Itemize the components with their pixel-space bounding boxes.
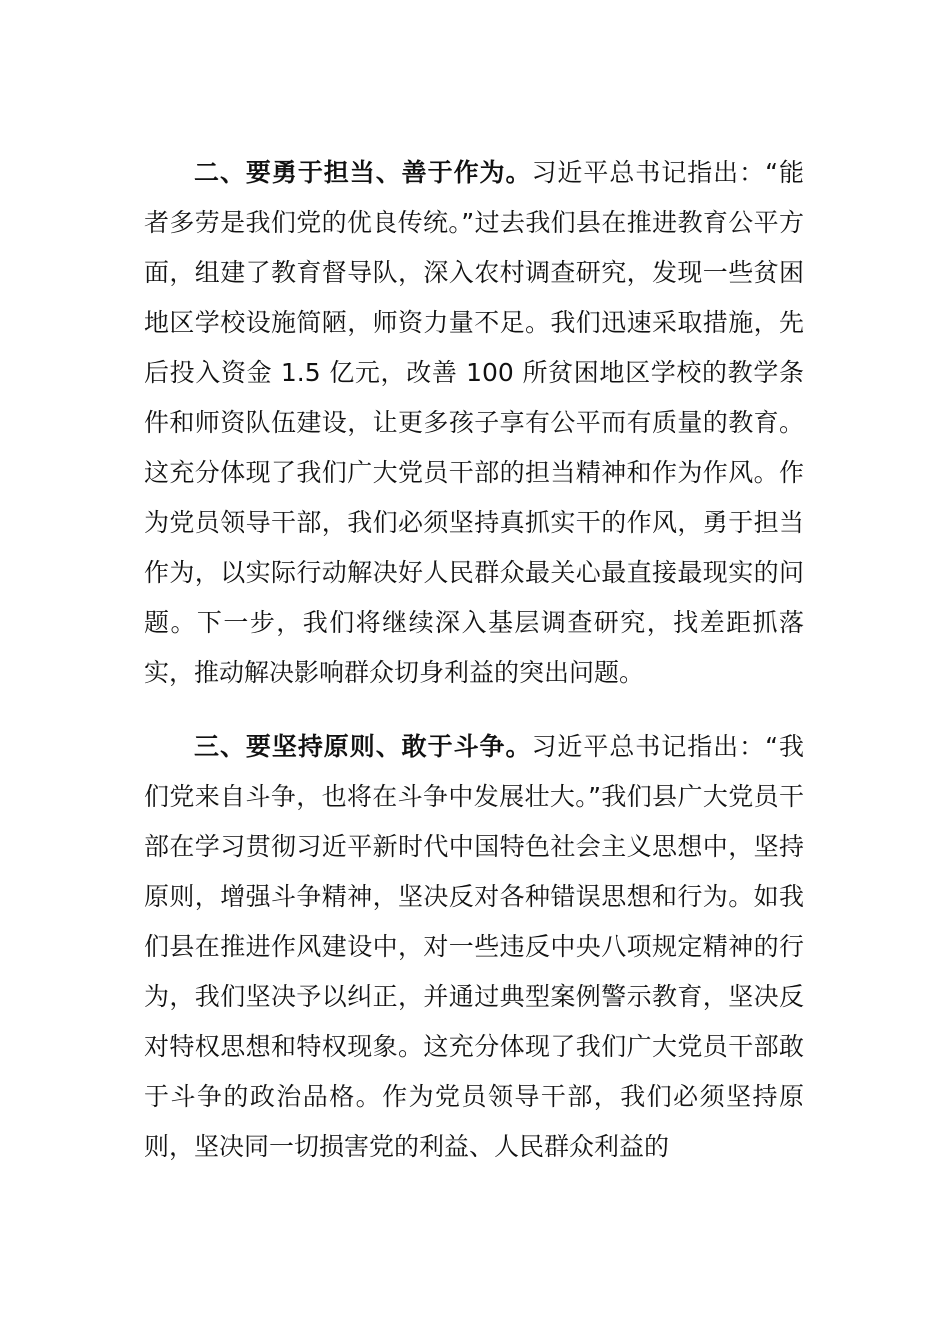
section-two-body: 习近平总书记指出：“能者多劳是我们党的优良传统。”过去我们县在推进教育公平方面，组建了教育督导队，深入农村调查研究，发现一些贫困地区学校设施简陋，师资力量不足。我们迅速采取措施，先后投入资金 1.5 亿元，改善 100 所贫困地区学校的教学条件和师资队伍建设，让更多孩子享有公平而有质量的教育。这充分体现了我们广大党员干部的担当精神和作为作风。作为党员领导干部，我们必须坚持真抓实干的作风，勇于担当作为，以实际行动解决好人民群众最关心最直接最现实的问题。下一步，我们将继续深入基层调查研究，找差距抓落实，推动解决影响群众切身利益的突出问题。	[144, 158, 805, 687]
section-two-heading: 二、要勇于担当、善于作为。	[194, 158, 532, 187]
section-three-heading: 三、要坚持原则、敢于斗争。	[194, 732, 532, 761]
section-three-body: 习近平总书记指出：“我们党来自斗争，也将在斗争中发展壮大。”我们县广大党员干部在学习贯彻习近平新时代中国特色社会主义思想中，坚持原则，增强斗争精神，坚决反对各种错误思想和行为。如我们县在推进作风建设中，对一些违反中央八项规定精神的行为，我们坚决予以纠正，并通过典型案例警示教育，坚决反对特权思想和特权现象。这充分体现了我们广大党员干部敢于斗争的政治品格。作为党员领导干部，我们必须坚持原则，坚决同一切损害党的利益、人民群众利益的	[144, 732, 805, 1161]
paragraph-section-two	[144, 148, 804, 698]
document-body	[144, 148, 804, 1172]
paragraph-section-three	[144, 722, 804, 1172]
